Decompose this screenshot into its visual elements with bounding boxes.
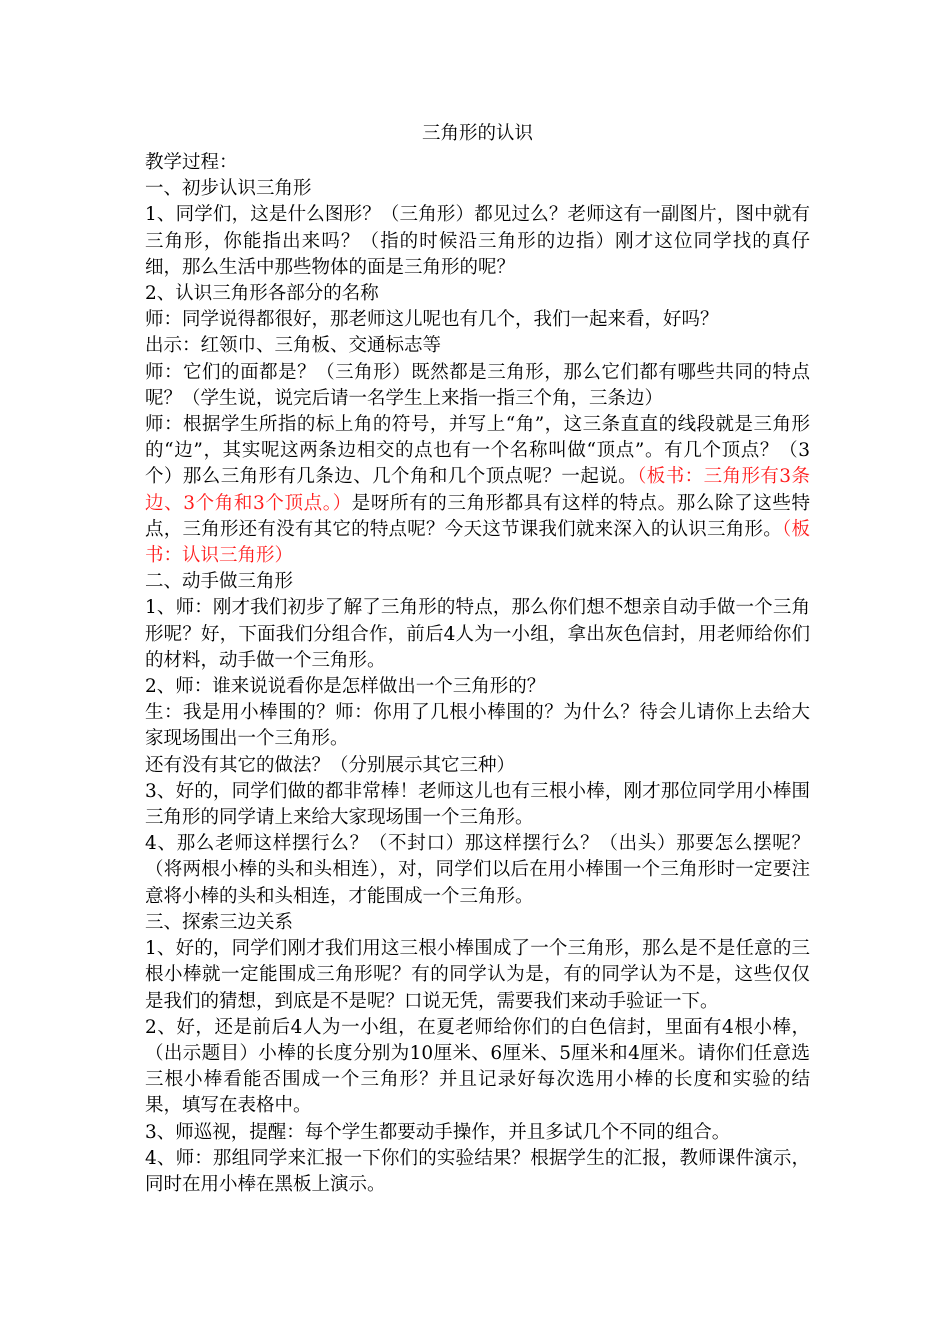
paragraph-text: 二、动手做三角形 <box>145 571 294 593</box>
paragraph-text: 2、好，还是前后4人为一小组，在夏老师给你们的白色信封，里面有4根小棒，（出示题目）小棒的长度分别为10厘米、6厘米、5厘米和4厘米。请你们任意选三根小棒看能否围成一个三角形？并且记录好每次选用小棒的长度和实验的结果，填写在表格中。 <box>145 1016 810 1117</box>
paragraph <box>145 281 810 307</box>
paragraph <box>145 176 810 202</box>
paragraph-text: 1、师：刚才我们初步了解了三角形的特点，那么你们想不想亲自动手做一个三角形呢？好，下面我们分组合作，前后4人为一小组，拿出灰色信封，用老师给你们的材料，动手做一个三角形。 <box>145 597 810 671</box>
paragraph <box>145 1015 810 1120</box>
paragraph-text: 三、探索三边关系 <box>145 911 294 933</box>
paragraph <box>145 569 810 595</box>
paragraph-text: 是呀所有的三角形都具有这样的特点。那么除了这些特点，三角形还有没有其它的特点呢？今天这节课我们就来深入的认识三角形。 <box>145 492 810 540</box>
paragraph-text: 1、好的，同学们刚才我们用这三根小棒围成了一个三角形，那么是不是任意的三根小棒就一定能围成三角形呢？有的同学认为是，有的同学认为不是，这些仅仅是我们的猜想，到底是不是呢？口说无凭，需要我们来动手验证一下。 <box>145 938 810 1012</box>
paragraph <box>145 1120 810 1146</box>
paragraph <box>145 307 810 333</box>
paragraph-text: 1、同学们，这是什么图形？（三角形）都见过么？老师这有一副图片，图中就有三角形，你能指出来吗？（指的时候沿三角形的边指）刚才这位同学找的真仔细，那么生活中那些物体的面是三角形的呢？ <box>145 204 810 278</box>
paragraph <box>145 333 810 359</box>
paragraph <box>145 150 810 176</box>
paragraph-text: 3、好的，同学们做的都非常棒！老师这儿也有三根小棒，刚才那位同学用小棒围三角形的同学请上来给大家现场围一个三角形。 <box>145 780 810 829</box>
board-note-text: （板书：认识三角形） <box>145 518 810 567</box>
paragraph <box>145 700 810 752</box>
paragraph <box>145 936 810 1015</box>
paragraph <box>145 412 810 569</box>
paragraph <box>145 753 810 779</box>
paragraph <box>145 595 810 674</box>
paragraph-text: 4、那么老师这样摆行么？（不封口）那这样摆行么？（出头）那要怎么摆呢？（将两根小棒的头和头相连），对，同学们以后在用小棒围一个三角形时一定要注意将小棒的头和头相连，才能围成一个三角形。 <box>145 833 810 907</box>
document-page <box>145 118 810 1198</box>
board-note-text: （板书：三角形有3条边、3个角和3个顶点。） <box>145 466 810 514</box>
paragraph <box>145 674 810 700</box>
paragraph <box>145 910 810 936</box>
paragraph-text: 4、师：那组同学来汇报一下你们的实验结果？根据学生的汇报，教师课件演示，同时在用小棒在黑板上演示。 <box>145 1147 810 1195</box>
paragraph <box>145 831 810 910</box>
paragraph-text: 3、师巡视，提醒：每个学生都要动手操作，并且多试几个不同的组合。 <box>145 1121 731 1143</box>
document-body <box>145 150 810 1198</box>
paragraph-text: 出示：红领巾、三角板、交通标志等 <box>145 335 442 357</box>
paragraph-text: 师：同学说得都很好，那老师这儿呢也有几个，我们一起来看，好吗？ <box>145 309 719 331</box>
paragraph-text: 还有没有其它的做法？（分别展示其它三种） <box>145 754 516 776</box>
paragraph-text: 生：我是用小棒围的？师：你用了几根小棒围的？为什么？待会儿请你上去给大家现场围出一个三角形。 <box>145 702 810 750</box>
paragraph-text: 2、认识三角形各部分的名称 <box>145 283 379 305</box>
paragraph <box>145 1146 810 1198</box>
document-title: 三角形的认识 <box>421 123 533 144</box>
paragraph-text: 师：根据学生所指的标上角的符号，并写上“角”，这三条直直的线段就是三角形的“边”，其实呢这两条边相交的点也有一个名称叫做“顶点”。有几个顶点？（3个）那么三角形有几条边、几个角和几个顶点呢？一起说。 <box>145 414 810 488</box>
paragraph <box>145 202 810 281</box>
paragraph <box>145 779 810 831</box>
paragraph-text: 一、初步认识三角形 <box>145 178 312 200</box>
paragraph-text: 2、师：谁来说说看你是怎样做出一个三角形的？ <box>145 676 546 698</box>
paragraph <box>145 360 810 412</box>
paragraph-text: 师：它们的面都是？（三角形）既然都是三角形，那么它们都有哪些共同的特点呢？（学生说，说完后请一名学生上来指一指三个角，三条边） <box>145 361 810 409</box>
paragraph-text: 教学过程： <box>145 152 238 173</box>
